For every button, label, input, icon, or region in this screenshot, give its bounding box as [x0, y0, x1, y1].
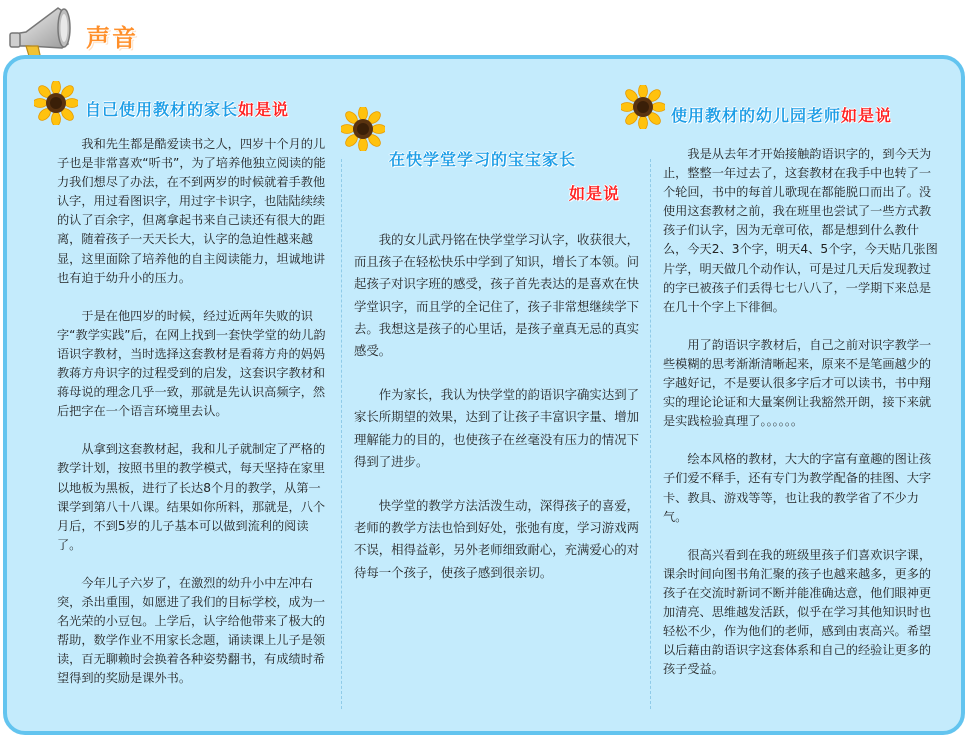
paragraph: 我是从去年才开始接触韵语识字的，到今天为止，整整一年过去了，这套教材在我手中也转了一个轮回，书中的每首儿歌现在都能脱口而出了。没使用这套教材之前，我在班里也尝试了一些方式教孩子们认字，因为无章可依，都是想到什么教什么，今天2、3个字，明天4、5个字，今天贴几张图片学，明天做几个动作认，可是过几天后发现教过的字已被孩子们丢得七七八八了，一学期下来总是在几十个字上下徘徊。 [663, 147, 938, 314]
heading-accent: 如是说 [841, 106, 893, 125]
paragraph: 用了韵语识字教材后，自己之前对识字教学一些模糊的思考渐渐清晰起来，原来不是笔画越少的字越好记，不是要认很多字后才可以读书，书中翔实的理论论证和大量案例让我豁然开朗，接下来就是实践检验真理了。。。。。。 [663, 337, 932, 429]
column-divider [650, 159, 651, 709]
page-header [0, 0, 970, 60]
column-body [663, 145, 939, 698]
column-body [57, 135, 327, 707]
column-heading [85, 97, 289, 120]
column-heading: 在快学堂学习的宝宝家长 [389, 150, 577, 169]
heading-text: 使用教材的幼儿园老师 [671, 106, 842, 125]
paragraph: 从拿到这套教材起，我和儿子就制定了严格的教学计划，按照书里的教学模式，每天坚持在家里以地板为黑板，进行了长达8个月的教学，从第一课学到第八十八课。结果如你所料，那就是，八个月后，不到5岁的儿子基本可以做到流利的阅读了。 [57, 442, 326, 552]
heading-accent: 如是说 [238, 100, 290, 119]
paragraph: 今年儿子六岁了，在激烈的幼升小中左冲右突，杀出重围，如愿进了我们的目标学校，成为一名光荣的小豆包。上学后，认字给他带来了极大的帮助，数学作业不用家长念题，诵读课上儿子是领读，百无聊赖时会换着各种姿势翻书，有成绩时希望得到的奖励是课外书。 [57, 575, 326, 686]
column-divider [341, 159, 342, 709]
paragraph: 作为家长，我认为快学堂的韵语识字确实达到了家长所期望的效果，达到了让孩子丰富识字量、增加理解能力的目的，也使孩子在丝毫没有压力的情况下得到了进步。 [354, 387, 639, 469]
heading-text: 自己使用教材的家长 [85, 100, 239, 119]
paragraph: 于是在他四岁的时候，经过近两年失败的识字“教学实践”后，在网上找到一套快学堂的幼儿韵语识字教材，当时选择这套教材是看蒋方舟的妈妈教蒋方舟识字的过程受到的启发，这套识字教材和蒋母说的理念几乎一致，那就是先认识高频字，然后把字在一个语言环境里去认。 [57, 308, 326, 419]
paragraph: 绘本风格的教材，大大的字富有童趣的图让孩子们爱不释手，还有专门为教学配备的挂图、大字卡、教具、游戏等等，也让我的教学省了不少力气。 [663, 452, 932, 524]
column-body [354, 229, 640, 603]
page-title: 声音 [86, 24, 138, 52]
paragraph: 我的女儿武丹铭在快学堂学习认字，收获很大，而且孩子在轻松快乐中学到了知识，增长了本领。问起孩子对识字班的感受，孩子首先表达的是喜欢在快学堂识字，而且学的全记住了，孩子非常想继续学下去。我想这是孩子的心里话，是孩子童真无忌的真实感受。 [354, 232, 639, 359]
sunflower-icon [621, 85, 665, 129]
heading-accent: 如是说 [569, 184, 621, 203]
column-heading [671, 103, 892, 126]
paragraph: 很高兴看到在我的班级里孩子们喜欢识字课，课余时间向图书角汇聚的孩子也越来越多，更多的孩子在交流时新词不断并能准确达意，他们眼神更加清亮、思维越发活跃，似乎在学习其他知识时也轻松不少，作为他们的老师，感到由衷高兴。希望以后藉由韵语识字这套体系和自己的经验让更多的孩子受益。 [663, 547, 932, 677]
content-panel [3, 55, 965, 735]
sunflower-icon [34, 81, 78, 125]
paragraph: 我和先生都是酷爱读书之人，四岁十个月的儿子也是非常喜欢“听书”，为了培养他独立阅读的能力我们想尽了办法，在不到两岁的时候就着手教他认字，用过看图识字，用过字卡识字，也陆陆续续的认了百余字，但离拿起书来自己读还有很大的距离，随着孩子一天天长大，认字的急迫性越来越显，这里面除了培养他的自主阅读能力，坦诚地讲也有迫于幼升小的压力。 [57, 137, 326, 285]
sunflower-icon [341, 107, 385, 151]
paragraph: 快学堂的教学方法活泼生动，深得孩子的喜爱，老师的教学方法也恰到好处，张弛有度，学习游戏两不误，相得益彰，另外老师细致耐心，充满爱心的对待每一个孩子，使孩子感到很亲切。 [354, 498, 639, 580]
